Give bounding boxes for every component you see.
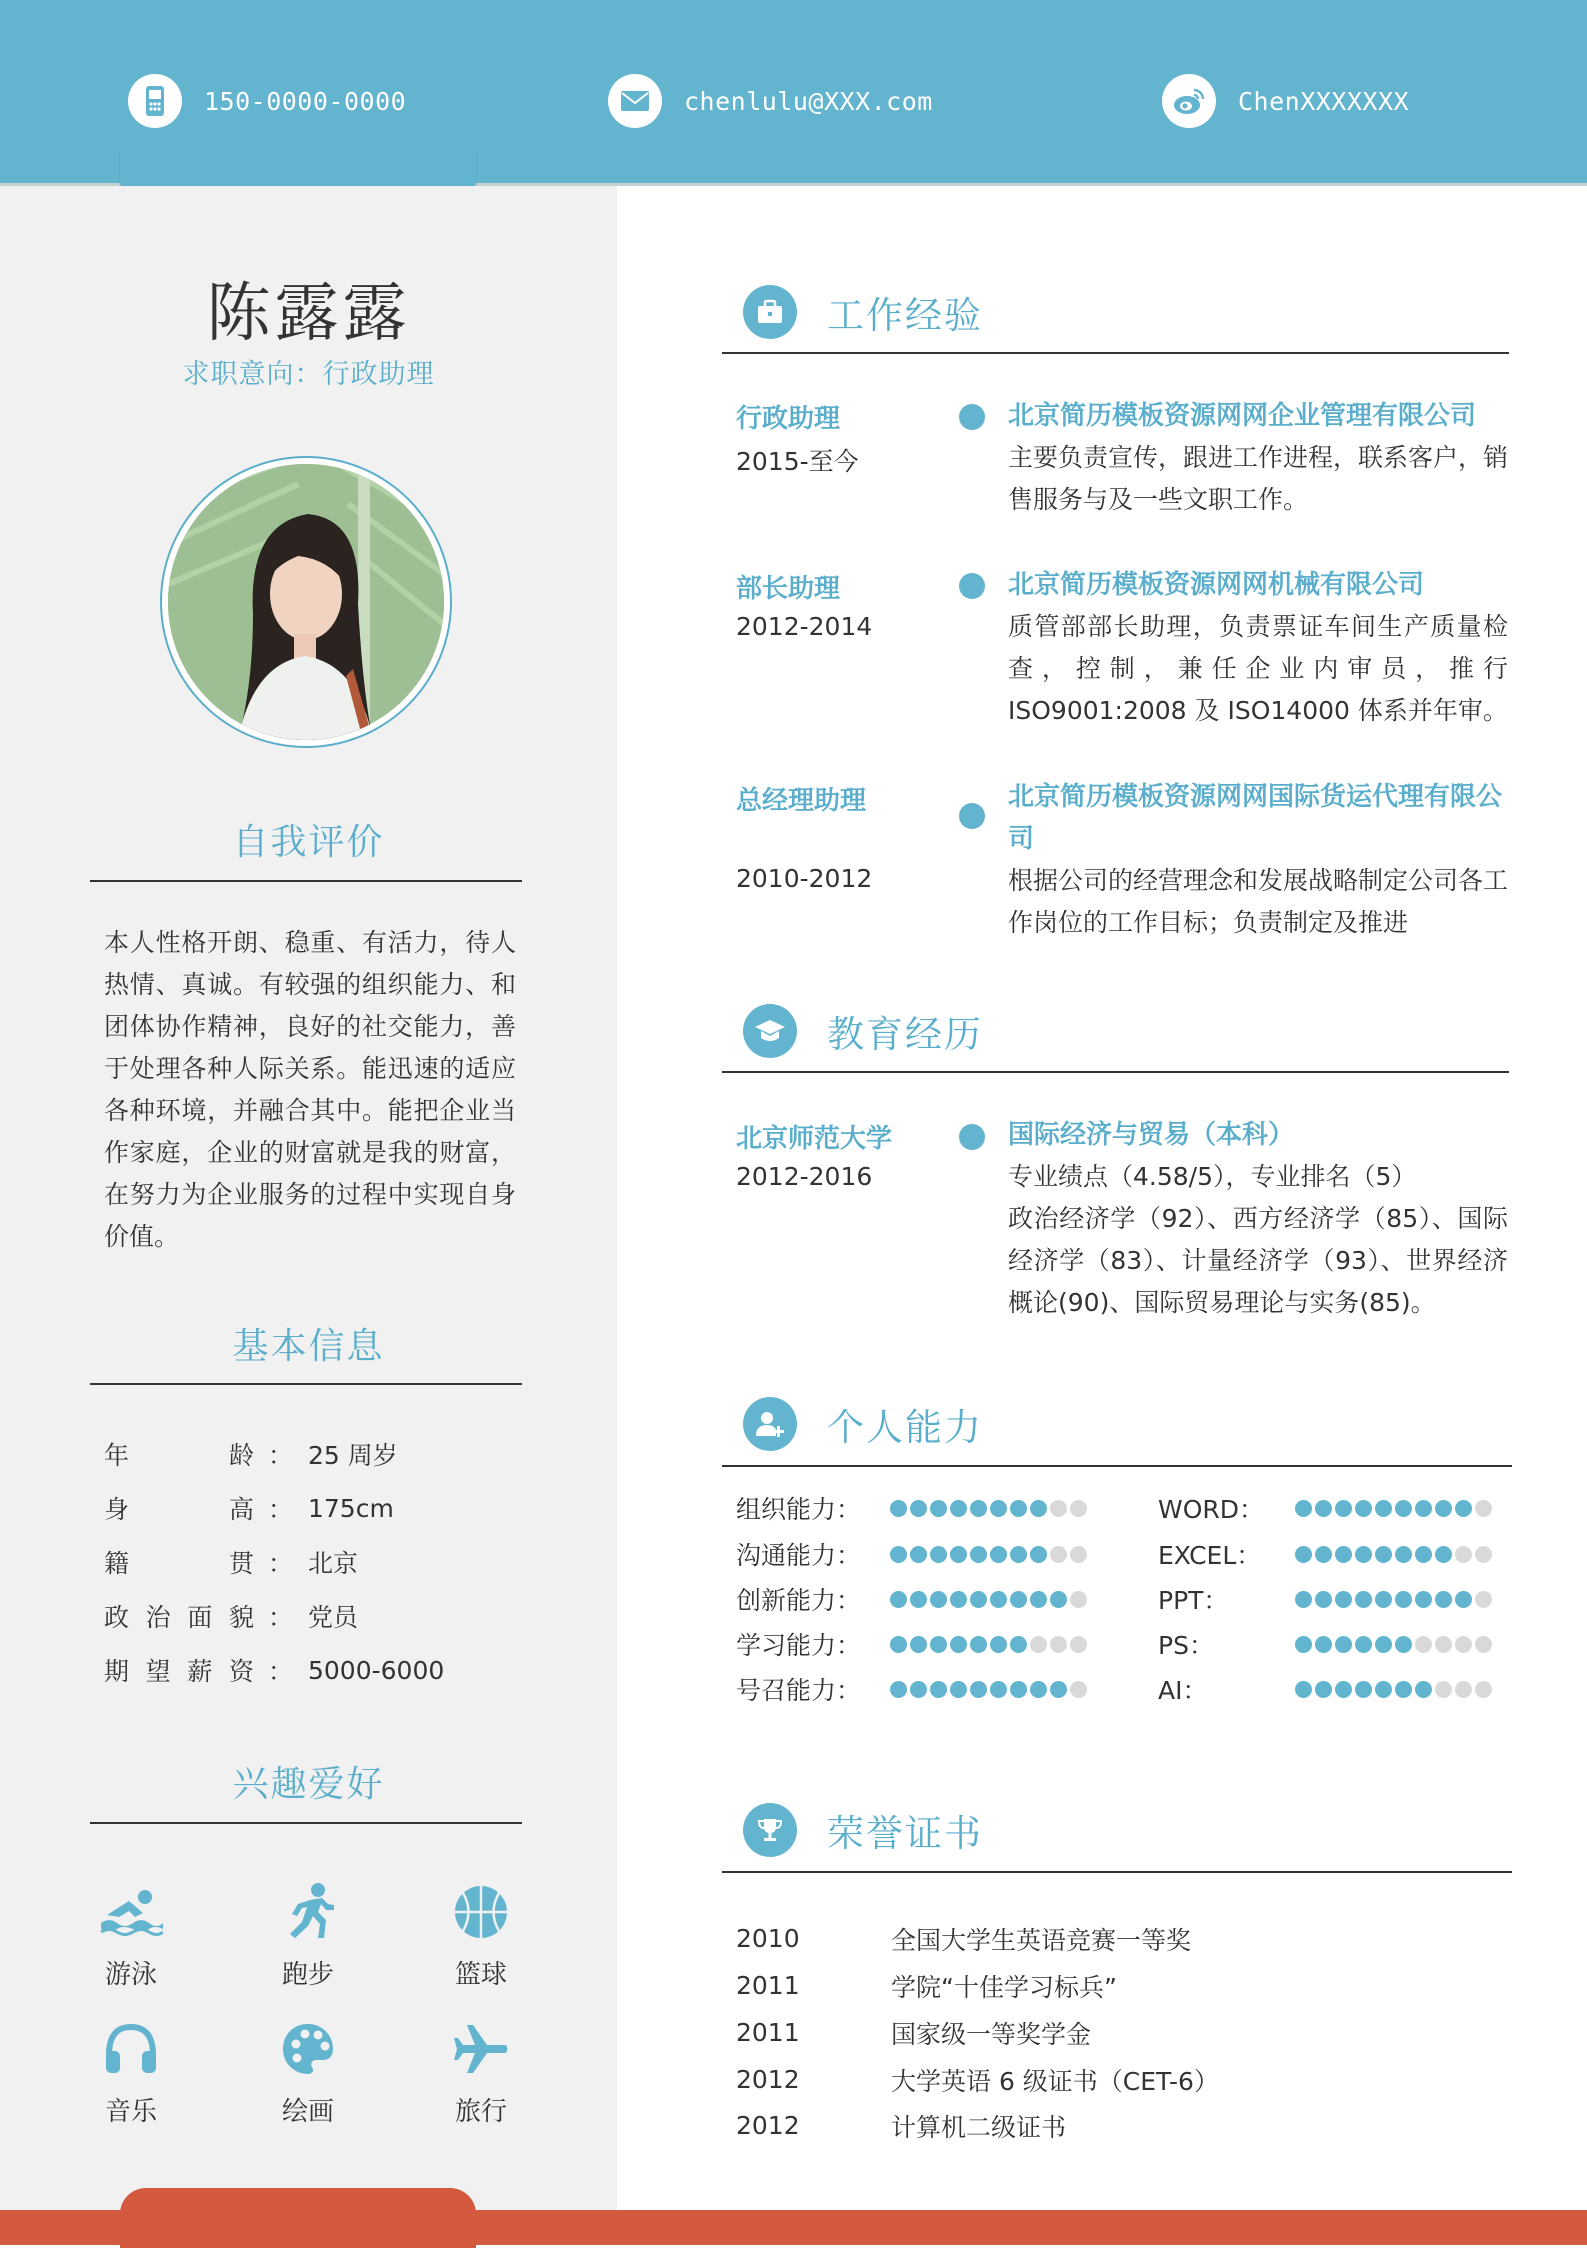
skill-row xyxy=(1158,1576,1492,1622)
info-value: 5000-6000 xyxy=(308,1655,445,1685)
rating-dot-filled xyxy=(1395,1591,1412,1608)
mail-icon xyxy=(608,74,662,128)
honor-year: 2012 xyxy=(736,2111,800,2140)
rating-dot-filled xyxy=(1030,1681,1047,1698)
timeline-dot xyxy=(959,404,985,430)
rating-dot-filled xyxy=(1315,1591,1332,1608)
rating-dot-filled xyxy=(1415,1500,1432,1517)
rating-dot-filled xyxy=(890,1636,907,1653)
skill-row xyxy=(1158,1531,1492,1577)
briefcase-icon xyxy=(743,285,797,339)
hobby-label: 游泳 xyxy=(104,1960,157,1990)
info-row xyxy=(104,1589,358,1643)
rating-dot-filled xyxy=(970,1591,987,1608)
rating-dot-filled xyxy=(1375,1591,1392,1608)
rating-dot-filled xyxy=(1295,1591,1312,1608)
rating-dot-filled xyxy=(950,1500,967,1517)
rating-dot-filled xyxy=(930,1546,947,1563)
rating-dot-empty xyxy=(1475,1500,1492,1517)
skill-row xyxy=(1158,1666,1492,1712)
skill-row xyxy=(1158,1485,1492,1531)
job-description: 质管部部长助理，负责票证车间生产质量检查，控制，兼任企业内审员，推行ISO9001:2008 及 ISO14000 体系并年审。 xyxy=(1008,612,1508,725)
info-label: 期 望 薪 资 xyxy=(104,1657,254,1686)
rating-dot-filled xyxy=(1395,1636,1412,1653)
rating-dot-filled xyxy=(1335,1636,1352,1653)
skill-rating xyxy=(890,1636,1087,1653)
info-label: 身 高 xyxy=(104,1495,254,1524)
skill-label: 创新能力： xyxy=(736,1586,862,1615)
skill-rating xyxy=(890,1591,1087,1608)
skill-row xyxy=(736,1576,1087,1622)
hobby-label: 篮球 xyxy=(454,1960,507,1990)
rating-dot-filled xyxy=(1335,1546,1352,1563)
rating-dot-filled xyxy=(950,1591,967,1608)
rating-dot-filled xyxy=(1375,1500,1392,1517)
hobby-music xyxy=(71,2017,191,2128)
rating-dot-filled xyxy=(910,1546,927,1563)
honor-year: 2012 xyxy=(736,2065,800,2094)
contact-phone xyxy=(128,72,406,130)
rating-dot-empty xyxy=(1070,1500,1087,1517)
skill-label: WORD： xyxy=(1158,1495,1265,1524)
rating-dot-empty xyxy=(1475,1681,1492,1698)
info-label: 政 治 面 貌 xyxy=(104,1603,254,1632)
rating-dot-empty xyxy=(1475,1636,1492,1653)
hobbies-heading: 兴趣爱好 xyxy=(232,1764,385,1805)
skill-row xyxy=(736,1666,1087,1712)
honor-row xyxy=(736,1915,1191,1962)
skill-rating xyxy=(890,1681,1087,1698)
rating-dot-empty xyxy=(1415,1636,1432,1653)
education-gpa: 专业绩点（4.58/5），专业排名（5） xyxy=(1008,1162,1417,1191)
headphones-icon xyxy=(71,2017,191,2081)
job-date: 2015-至今 xyxy=(736,447,859,476)
skill-rating xyxy=(1295,1636,1492,1653)
skill-row xyxy=(736,1531,1087,1577)
basketball-icon xyxy=(421,1880,541,1944)
work-section-title xyxy=(743,285,983,339)
rating-dot-empty xyxy=(1050,1546,1067,1563)
self-eval-text: 本人性格开朗、稳重、有活力，待人热情、真诚。有较强的组织能力、和团体协作精神，良好的社交能力，善于处理各种人际关系。能迅速的适应各种环境，并融合其中。能把企业当作家庭，企业的财富就是我的财富，在努力为企业服务的过程中实现自身价值。 xyxy=(104,928,516,1251)
honor-title: 学院“十佳学习标兵” xyxy=(891,1972,1117,2002)
rating-dot-filled xyxy=(1355,1546,1372,1563)
running-icon xyxy=(248,1880,368,1944)
rating-dot-filled xyxy=(1355,1500,1372,1517)
rating-dot-empty xyxy=(1070,1591,1087,1608)
rating-dot-empty xyxy=(1030,1636,1047,1653)
rating-dot-empty xyxy=(1455,1636,1472,1653)
rating-dot-filled xyxy=(1295,1681,1312,1698)
skill-rating xyxy=(1295,1591,1492,1608)
email-text: chenlulu@XXX.com xyxy=(684,86,933,116)
user-plus-icon xyxy=(743,1397,797,1451)
timeline-dot xyxy=(959,573,985,599)
rating-dot-filled xyxy=(1435,1546,1452,1563)
airplane-icon xyxy=(421,2017,541,2081)
rating-dot-filled xyxy=(990,1591,1007,1608)
rating-dot-filled xyxy=(1050,1591,1067,1608)
rating-dot-filled xyxy=(1455,1500,1472,1517)
education-date: 2012-2016 xyxy=(736,1162,873,1191)
rating-dot-empty xyxy=(1435,1636,1452,1653)
rating-dot-filled xyxy=(990,1546,1007,1563)
rating-dot-filled xyxy=(1010,1681,1027,1698)
rating-dot-filled xyxy=(1435,1591,1452,1608)
rating-dot-empty xyxy=(1050,1500,1067,1517)
honors-section-title xyxy=(743,1803,983,1857)
rating-dot-filled xyxy=(970,1636,987,1653)
job-title: 行政助理 xyxy=(736,404,841,434)
work-heading: 工作经验 xyxy=(827,294,983,337)
rating-dot-filled xyxy=(1010,1591,1027,1608)
rating-dot-empty xyxy=(1435,1681,1452,1698)
trophy-icon xyxy=(743,1803,797,1857)
honor-row xyxy=(736,2102,1066,2149)
honors-heading: 荣誉证书 xyxy=(827,1812,983,1855)
rating-dot-filled xyxy=(1435,1500,1452,1517)
rating-dot-empty xyxy=(1050,1636,1067,1653)
rating-dot-filled xyxy=(990,1636,1007,1653)
hobby-label: 跑步 xyxy=(281,1960,334,1990)
palette-icon xyxy=(248,2017,368,2081)
timeline-dot xyxy=(959,1124,985,1150)
hobby-running xyxy=(248,1880,368,1991)
rating-dot-filled xyxy=(1415,1681,1432,1698)
phone-icon xyxy=(128,74,182,128)
rating-dot-filled xyxy=(1375,1636,1392,1653)
info-value: 175cm xyxy=(308,1493,394,1523)
rating-dot-filled xyxy=(1335,1681,1352,1698)
candidate-name: 陈露露 xyxy=(206,277,411,351)
education-major: 国际经济与贸易（本科） xyxy=(1008,1120,1295,1150)
job-description: 根据公司的经营理念和发展战略制定公司各工作岗位的工作目标；负责制定及推进 xyxy=(1008,866,1508,937)
rating-dot-filled xyxy=(990,1500,1007,1517)
skill-label: EXCEL： xyxy=(1158,1541,1262,1570)
info-label: 籍 贯 xyxy=(104,1549,254,1578)
rating-dot-filled xyxy=(930,1636,947,1653)
job-company: 北京简历模板资源网网企业管理有限公司 xyxy=(1008,401,1477,431)
rating-dot-filled xyxy=(1355,1681,1372,1698)
skill-label: 组织能力： xyxy=(736,1495,862,1524)
job-description: 主要负责宣传，跟进工作进程，联系客户，销售服务与及一些文职工作。 xyxy=(1008,443,1509,514)
hobby-basketball xyxy=(421,1880,541,1991)
rating-dot-filled xyxy=(1375,1546,1392,1563)
rating-dot-filled xyxy=(1315,1681,1332,1698)
hobby-label: 绘画 xyxy=(281,2097,334,2127)
rating-dot-filled xyxy=(950,1546,967,1563)
rating-dot-filled xyxy=(1395,1681,1412,1698)
rating-dot-filled xyxy=(1030,1546,1047,1563)
hobby-painting xyxy=(248,2017,368,2128)
rating-dot-filled xyxy=(910,1591,927,1608)
honor-row xyxy=(736,2009,1091,2056)
hobby-travel xyxy=(421,2017,541,2128)
rating-dot-filled xyxy=(1415,1591,1432,1608)
timeline-dot xyxy=(959,803,985,829)
rating-dot-filled xyxy=(1295,1546,1312,1563)
honor-title: 大学英语 6 级证书（CET-6） xyxy=(891,2066,1219,2096)
info-colon: ： xyxy=(268,1495,294,1524)
rating-dot-filled xyxy=(970,1681,987,1698)
rating-dot-filled xyxy=(1355,1636,1372,1653)
phone-text: 150-0000-0000 xyxy=(204,86,407,116)
rating-dot-filled xyxy=(970,1546,987,1563)
hobby-label: 音乐 xyxy=(104,2097,157,2127)
rating-dot-filled xyxy=(970,1500,987,1517)
rating-dot-filled xyxy=(930,1500,947,1517)
school-name: 北京师范大学 xyxy=(736,1124,893,1154)
rating-dot-filled xyxy=(910,1636,927,1653)
skill-label: PPT： xyxy=(1158,1586,1229,1615)
rating-dot-filled xyxy=(1375,1681,1392,1698)
weibo-text: ChenXXXXXXX xyxy=(1238,86,1410,116)
rating-dot-filled xyxy=(1415,1546,1432,1563)
honor-year: 2010 xyxy=(736,1924,800,1953)
skill-label: 号召能力： xyxy=(736,1676,862,1705)
rating-dot-filled xyxy=(1355,1591,1372,1608)
rating-dot-filled xyxy=(1010,1636,1027,1653)
info-row xyxy=(104,1427,398,1481)
job-title: 总经理助理 xyxy=(736,786,867,816)
skill-row xyxy=(1158,1621,1492,1667)
education-rule xyxy=(722,1071,1509,1073)
contact-email xyxy=(608,72,933,130)
rating-dot-filled xyxy=(1335,1591,1352,1608)
rating-dot-filled xyxy=(890,1546,907,1563)
honor-title: 国家级一等奖学金 xyxy=(891,2019,1092,2049)
rating-dot-empty xyxy=(1475,1591,1492,1608)
rating-dot-filled xyxy=(1315,1636,1332,1653)
skill-rating xyxy=(1295,1500,1492,1517)
rating-dot-filled xyxy=(990,1681,1007,1698)
info-value: 25 周岁 xyxy=(308,1441,398,1470)
rating-dot-filled xyxy=(1030,1500,1047,1517)
job-date: 2010-2012 xyxy=(736,864,873,893)
honor-year: 2011 xyxy=(736,1971,800,2000)
graduation-cap-icon xyxy=(743,1004,797,1058)
hobby-swimming xyxy=(71,1880,191,1991)
rating-dot-filled xyxy=(1030,1591,1047,1608)
contact-weibo xyxy=(1162,72,1409,130)
self-eval-rule xyxy=(90,880,522,882)
job-company: 北京简历模板资源网网国际货运代理有限公司 xyxy=(1008,782,1503,854)
weibo-icon xyxy=(1162,74,1216,128)
rating-dot-filled xyxy=(890,1500,907,1517)
skill-row xyxy=(736,1485,1087,1531)
rating-dot-filled xyxy=(910,1681,927,1698)
rating-dot-empty xyxy=(1475,1546,1492,1563)
info-colon: ： xyxy=(268,1441,294,1470)
rating-dot-empty xyxy=(1070,1546,1087,1563)
skills-heading: 个人能力 xyxy=(827,1406,983,1449)
skill-row xyxy=(736,1621,1087,1667)
rating-dot-filled xyxy=(1050,1681,1067,1698)
education-heading: 教育经历 xyxy=(827,1013,983,1056)
info-value: 党员 xyxy=(308,1603,359,1632)
education-courses: 政治经济学（92）、西方经济学（85）、国际经济学（83）、计量经济学（93）、世界经济概论(90)、国际贸易理论与实务(85)。 xyxy=(1008,1204,1508,1317)
rating-dot-filled xyxy=(950,1681,967,1698)
hobbies-rule xyxy=(90,1822,522,1824)
rating-dot-filled xyxy=(1335,1500,1352,1517)
skill-rating xyxy=(890,1500,1087,1517)
rating-dot-filled xyxy=(1395,1546,1412,1563)
rating-dot-filled xyxy=(1010,1500,1027,1517)
info-value: 北京 xyxy=(308,1549,359,1578)
skill-label: 学习能力： xyxy=(736,1631,862,1660)
basic-info-rule xyxy=(90,1383,522,1385)
rating-dot-filled xyxy=(950,1636,967,1653)
rating-dot-filled xyxy=(890,1591,907,1608)
skills-section-title xyxy=(743,1397,983,1451)
rating-dot-filled xyxy=(930,1591,947,1608)
avatar xyxy=(168,464,444,740)
job-intent: 求职意向：行政助理 xyxy=(182,359,435,390)
rating-dot-filled xyxy=(890,1681,907,1698)
honor-row xyxy=(736,2056,1219,2103)
info-row xyxy=(104,1535,358,1589)
education-section-title xyxy=(743,1004,983,1058)
info-row xyxy=(104,1481,394,1535)
honor-title: 计算机二级证书 xyxy=(891,2112,1067,2142)
rating-dot-empty xyxy=(1070,1681,1087,1698)
info-row xyxy=(104,1643,444,1697)
honor-row xyxy=(736,1962,1117,2009)
info-label: 年 龄 xyxy=(104,1441,254,1470)
work-rule xyxy=(722,352,1509,354)
rating-dot-filled xyxy=(910,1500,927,1517)
rating-dot-filled xyxy=(1395,1500,1412,1517)
job-date: 2012-2014 xyxy=(736,612,873,641)
info-colon: ： xyxy=(268,1603,294,1632)
skill-rating xyxy=(1295,1546,1492,1563)
rating-dot-filled xyxy=(1295,1636,1312,1653)
rating-dot-filled xyxy=(1010,1546,1027,1563)
skills-rule xyxy=(722,1465,1512,1467)
rating-dot-empty xyxy=(1070,1636,1087,1653)
basic-info-heading: 基本信息 xyxy=(232,1326,385,1367)
honor-title: 全国大学生英语竞赛一等奖 xyxy=(891,1925,1192,1955)
skill-label: 沟通能力： xyxy=(736,1541,862,1570)
info-colon: ： xyxy=(268,1549,294,1578)
swimming-icon xyxy=(71,1880,191,1944)
rating-dot-empty xyxy=(1455,1681,1472,1698)
rating-dot-filled xyxy=(1455,1591,1472,1608)
footer-tab xyxy=(120,2188,476,2248)
rating-dot-filled xyxy=(1315,1500,1332,1517)
self-eval-heading: 自我评价 xyxy=(232,822,385,863)
info-colon: ： xyxy=(268,1657,294,1686)
rating-dot-filled xyxy=(1295,1500,1312,1517)
job-title: 部长助理 xyxy=(736,574,841,604)
skill-label: AI： xyxy=(1158,1676,1208,1705)
honor-year: 2011 xyxy=(736,2018,800,2047)
rating-dot-filled xyxy=(1315,1546,1332,1563)
rating-dot-filled xyxy=(930,1681,947,1698)
job-company: 北京简历模板资源网网机械有限公司 xyxy=(1008,570,1425,600)
rating-dot-empty xyxy=(1455,1546,1472,1563)
hobby-label: 旅行 xyxy=(454,2097,507,2127)
skill-label: PS： xyxy=(1158,1631,1214,1660)
skill-rating xyxy=(1295,1681,1492,1698)
honors-rule xyxy=(722,1871,1512,1873)
skill-rating xyxy=(890,1546,1087,1563)
